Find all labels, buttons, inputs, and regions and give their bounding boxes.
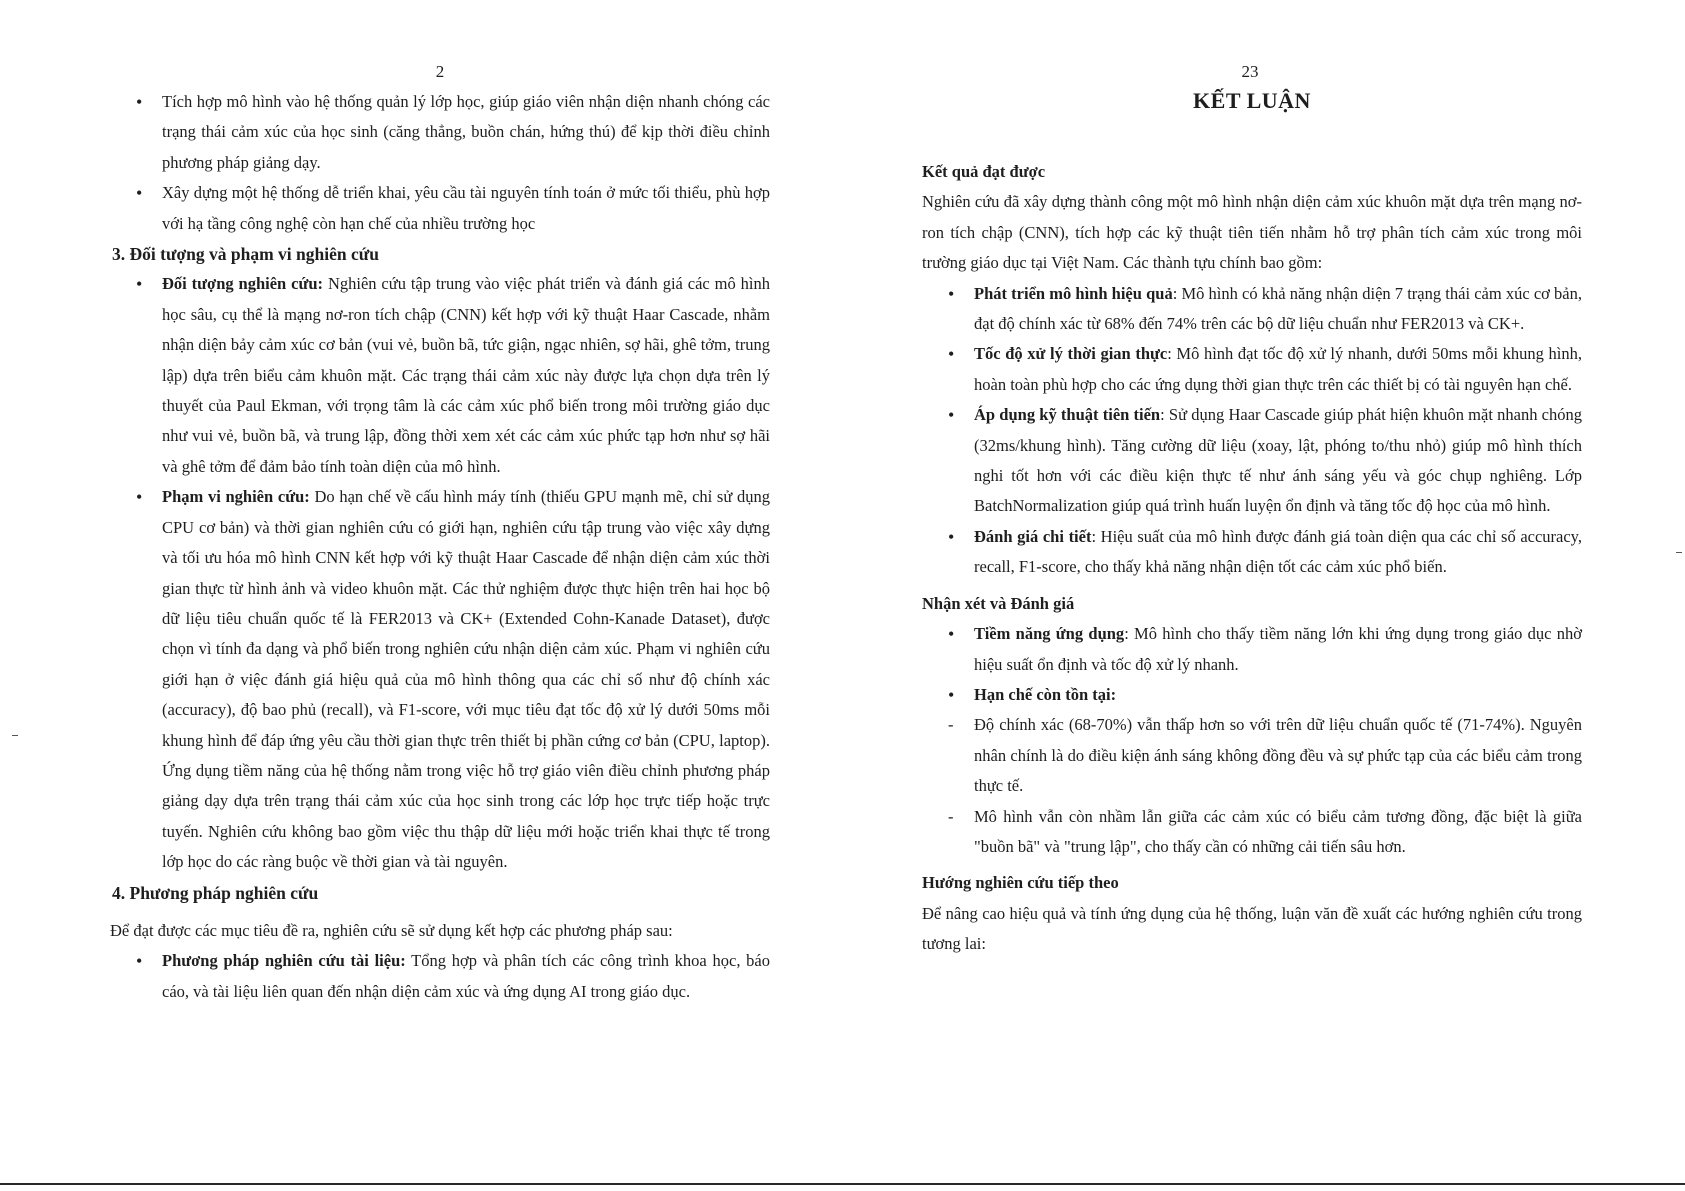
- section-heading: Kết quả đạt được: [922, 162, 1046, 181]
- section-heading: 3. Đối tượng và phạm vi nghiên cứu: [112, 244, 379, 265]
- item-label: Phạm vi nghiên cứu:: [162, 487, 310, 507]
- scope-list: [110, 269, 770, 877]
- results-list: [922, 279, 1582, 583]
- limitation-list: [922, 710, 1582, 862]
- paragraph: Để nâng cao hiệu quả và tính ứng dụng của hệ thống, luận văn đề xuất các hướng nghiên cứu trong tương lai:: [922, 903, 1582, 954]
- review-list: [922, 619, 1582, 710]
- list-item: [922, 339, 1582, 400]
- paragraph: Để đạt được các mục tiêu đề ra, nghiên cứu sẽ sử dụng kết hợp các phương pháp sau:: [110, 920, 673, 940]
- list-item: [110, 482, 770, 877]
- right-page: [922, 0, 1582, 1191]
- list-item: [922, 619, 1582, 680]
- list-item: [110, 946, 770, 1007]
- item-text: Nghiên cứu tập trung vào việc phát triển và đánh giá các mô hình học sâu, cụ thể là mạng nơ-ron tích chập (CNN) kết hợp với kỹ thuật Haar Cascade, nhằm nhận diện bảy cảm xúc cơ bản (vui vẻ, buồn bã, tức giận, ngạc nhiên, sợ hãi, ghê tởm, trung lập) dựa trên biểu cảm khuôn mặt. Các trạng thái cảm xúc này được lựa chọn dựa trên lý thuyết của Paul Ekman, với trọng tâm là các cảm xúc phổ biến trong môi trường giáo dục như vui vẻ, buồn bã, và trung lập, đồng thời xem xét các cảm xúc phức tạp hơn như sợ hãi và ghê tởm để đảm bảo tính toàn diện của mô hình.: [162, 274, 770, 476]
- item-label: Phương pháp nghiên cứu tài liệu:: [162, 951, 406, 971]
- item-label: Tiềm năng ứng dụng: [974, 624, 1125, 644]
- scan-mark: [1676, 552, 1682, 553]
- item-text: : Hiệu suất của mô hình được đánh giá toàn diện qua các chỉ số accuracy, recall, F1-score, cho thấy khả năng nhận diện tốt các cảm xúc phổ biến.: [974, 526, 1582, 577]
- paragraph: Nghiên cứu đã xây dựng thành công một mô hình nhận diện cảm xúc khuôn mặt dựa trên mạng nơ-ron tích chập (CNN), tích hợp các kỹ thuật tiên tiến nhằm hỗ trợ phân tích cảm xúc trong môi trường giáo dục tại Việt Nam. Các thành tựu chính bao gồm:: [922, 192, 1582, 273]
- list-item: [922, 680, 1582, 710]
- list-item: • Xây dựng một hệ thống dễ triển khai, yêu cầu tài nguyên tính toán ở mức tối thiểu, phù hợp với hạ tầng công nghệ còn hạn chế của nhiều trường học: [110, 178, 770, 239]
- right-page-content: [922, 157, 1582, 960]
- item-text: : Mô hình có khả năng nhận diện 7 trạng thái cảm xúc cơ bản, đạt độ chính xác từ 68% đến 74% trên các bộ dữ liệu chuẩn như FER2013 và CK+.: [974, 283, 1582, 334]
- item-label: Tốc độ xử lý thời gian thực: [974, 344, 1168, 364]
- item-text: Do hạn chế về cấu hình máy tính (thiếu GPU mạnh mẽ, chỉ sử dụng CPU cơ bản) và thời gian nghiên cứu có giới hạn, nghiên cứu tập trung vào việc xây dựng và tối ưu hóa mô hình CNN kết hợp với kỹ thuật Haar Cascade để nhận diện cảm xúc thời gian thực từ hình ảnh và video khuôn mặt. Các thử nghiệm được thực hiện trên hai học bộ dữ liệu tiêu chuẩn quốc tế là FER2013 và CK+ (Extended Cohn-Kanade Dataset), được chọn vì tính đa dạng và phổ biến trong nghiên cứu nhận diện cảm xúc. Phạm vi nghiên cứu giới hạn ở việc đánh giá hiệu quả của mô hình thông qua các chỉ số như độ chính xác (accuracy), độ bao phủ (recall), và F1-score, với mục tiêu đạt tốc độ xử lý dưới 50ms mỗi khung hình để đáp ứng yêu cầu thời gian thực trên thiết bị phần cứng cơ bản (CPU, laptop). Ứng dụng tiềm năng của hệ thống nằm trong việc hỗ trợ giáo viên điều chỉnh phương pháp giảng dạy dựa trên trạng thái cảm xúc của học sinh trong các lớp học trực tiếp hoặc trực tuyến. Nghiên cứu không bao gồm việc thu thập dữ liệu mới hoặc triển khai thực tế trong lớp học do các ràng buộc về thời gian và tài nguyên.: [162, 487, 770, 872]
- list-item: - Độ chính xác (68-70%) vẫn thấp hơn so với trên dữ liệu chuẩn quốc tế (71-74%). Nguyên nhân chính là do điều kiện ánh sáng không đồng đều và sự phức tạp của các biểu cảm trong thực tế.: [922, 710, 1582, 801]
- list-item: [110, 269, 770, 482]
- list-item: [922, 279, 1582, 340]
- objective-list: [110, 87, 770, 239]
- item-label: Phát triển mô hình hiệu quả: [974, 283, 1173, 303]
- item-text: : Sử dụng Haar Cascade giúp phát hiện khuôn mặt nhanh chóng (32ms/khung hình). Tăng cường dữ liệu (xoay, lật, phóng to/thu nhỏ) giúp mô hình thích nghi tốt hơn với các điều kiện thực tế như ánh sáng yếu và góc chụp nghiêng. Lớp BatchNormalization giúp quá trình huấn luyện ổn định và tăng tốc độ học của mô hình.: [974, 405, 1582, 516]
- item-label: Đối tượng nghiên cứu:: [162, 274, 324, 294]
- left-page-content: [110, 87, 770, 1007]
- item-label: Áp dụng kỹ thuật tiên tiến: [974, 405, 1161, 425]
- left-page: [110, 0, 770, 1191]
- scan-mark: [12, 735, 18, 736]
- page-number: 2: [435, 62, 445, 81]
- list-item: - Mô hình vẫn còn nhầm lẫn giữa các cảm xúc có biểu cảm tương đồng, đặc biệt là giữa "buồn bã" và "trung lập", cho thấy cần có những cải tiến sâu hơn.: [922, 802, 1582, 863]
- section-heading: 4. Phương pháp nghiên cứu: [112, 882, 319, 903]
- section-heading: Nhận xét và Đánh giá: [922, 593, 1075, 613]
- item-text: : Mô hình cho thấy tiềm năng lớn khi ứng dụng trong giáo dục nhờ hiệu suất ổn định và tốc độ xử lý nhanh.: [974, 624, 1583, 674]
- item-label: Đánh giá chi tiết: [974, 526, 1092, 546]
- method-list: [110, 946, 770, 1007]
- list-item: [922, 522, 1582, 583]
- page-number: 23: [1241, 62, 1259, 81]
- item-text: Tổng hợp và phân tích các công trình khoa học, báo cáo, và tài liệu liên quan đến nhận diện cảm xúc và ứng dụng AI trong giáo dục.: [162, 951, 770, 1001]
- scan-edge-line: [0, 1183, 1685, 1185]
- item-text: : Mô hình đạt tốc độ xử lý nhanh, dưới 50ms mỗi khung hình, hoàn toàn phù hợp cho các ứng dụng thời gian thực trên các thiết bị có tài nguyên hạn chế.: [974, 344, 1582, 394]
- list-item: • Tích hợp mô hình vào hệ thống quản lý lớp học, giúp giáo viên nhận diện nhanh chóng các trạng thái cảm xúc của học sinh (căng thẳng, buồn chán, hứng thú) để kịp thời điều chỉnh phương pháp giảng dạy.: [110, 87, 770, 178]
- list-item: [922, 400, 1582, 522]
- page-title: KẾT LUẬN: [1193, 88, 1311, 113]
- section-heading: Hướng nghiên cứu tiếp theo: [922, 873, 1119, 893]
- item-label: Hạn chế còn tồn tại:: [974, 684, 1117, 704]
